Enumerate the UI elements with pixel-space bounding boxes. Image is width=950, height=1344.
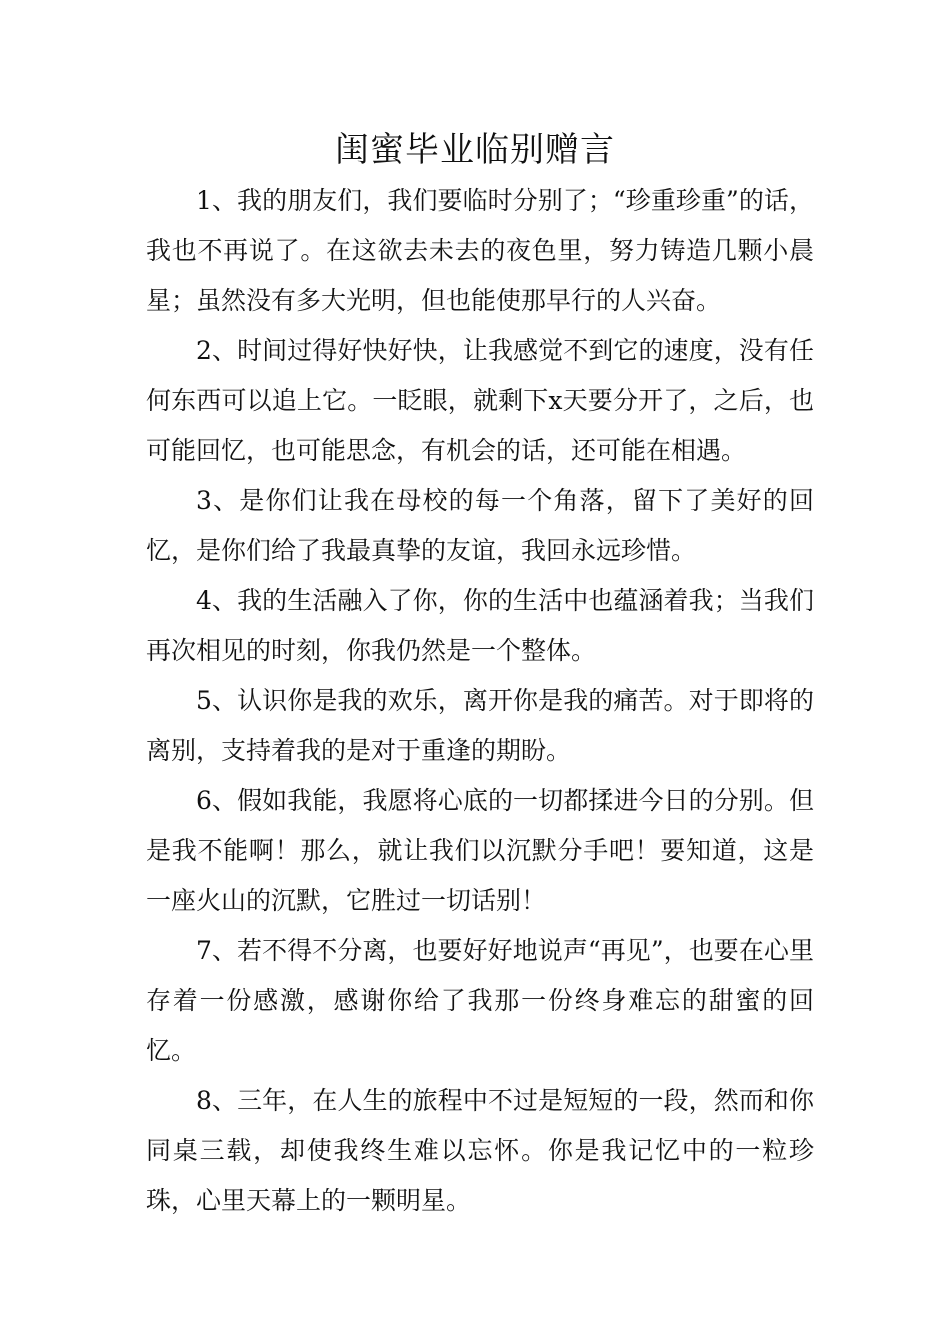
paragraph-4: 4、我的生活融入了你，你的生活中也蕴涵着我；当我们再次相见的时刻，你我仍然是一个整体。 <box>146 586 814 665</box>
document-body <box>146 176 814 1226</box>
paragraph-1: 1、我的朋友们，我们要临时分别了；“珍重珍重”的话，我也不再说了。在这欲去未去的夜色里，努力铸造几颗小晨星；虽然没有多大光明，但也能使那早行的人兴奋。 <box>146 186 814 315</box>
paragraph-5: 5、认识你是我的欢乐，离开你是我的痛苦。对于即将的离别，支持着我的是对于重逢的期盼。 <box>146 686 814 765</box>
paragraph-7: 7、若不得不分离，也要好好地说声“再见”，也要在心里存着一份感激，感谢你给了我那一份终身难忘的甜蜜的回忆。 <box>146 936 814 1065</box>
document-title: 闺蜜毕业临别赠言 <box>335 130 615 170</box>
paragraph-2: 2、时间过得好快好快，让我感觉不到它的速度，没有任何东西可以追上它。一眨眼，就剩下x天要分开了，之后，也可能回忆，也可能思念，有机会的话，还可能在相遇。 <box>146 336 814 465</box>
paragraph-3: 3、是你们让我在母校的每一个角落，留下了美好的回忆，是你们给了我最真挚的友谊，我回永远珍惜。 <box>146 486 814 565</box>
paragraph-8: 8、三年，在人生的旅程中不过是短短的一段，然而和你同桌三载，却使我终生难以忘怀。你是我记忆中的一粒珍珠，心里天幕上的一颗明星。 <box>146 1086 814 1215</box>
paragraph-6: 6、假如我能，我愿将心底的一切都揉进今日的分别。但是我不能啊！那么，就让我们以沉默分手吧！要知道，这是一座火山的沉默，它胜过一切话别！ <box>146 786 814 915</box>
